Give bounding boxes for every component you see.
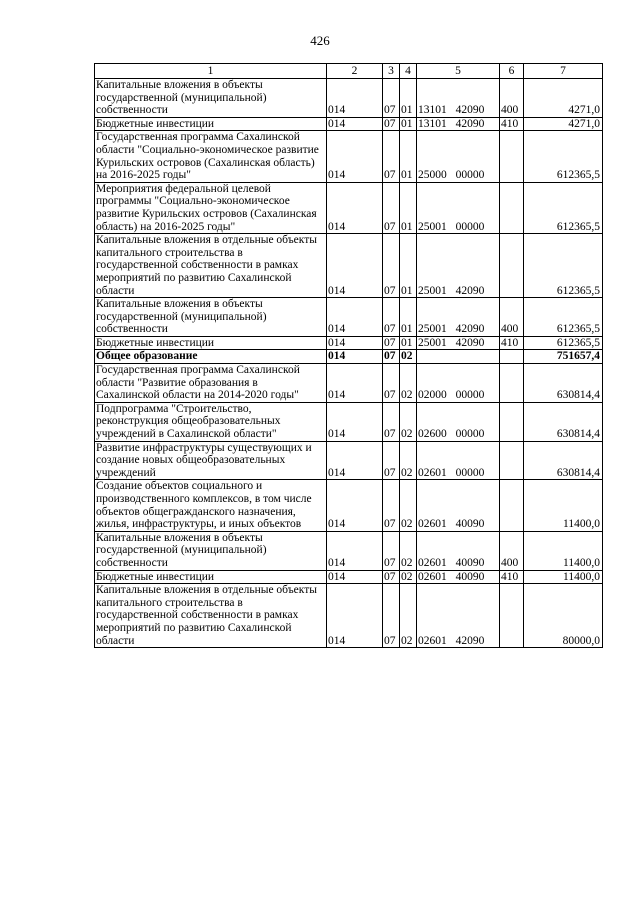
row-name-cell: Государственная программа Сахалинской области "Социально-экономическое развитие Курильских островов (Сахалинская область) на 2016-2025 годы" xyxy=(95,131,327,182)
row-expense-type-cell: 410 xyxy=(500,570,524,584)
row-target-article-cell: 25001 00000 xyxy=(417,182,500,233)
row-name-cell: Капитальные вложения в объекты государственной (муниципальной) собственности xyxy=(95,79,327,118)
row-subsection-cell: 01 xyxy=(400,336,417,350)
header-cell: 6 xyxy=(500,64,524,79)
row-target-article-cell: 02000 00000 xyxy=(417,364,500,403)
row-code-cell: 014 xyxy=(327,131,383,182)
row-amount-cell: 612365,5 xyxy=(524,182,603,233)
row-subsection-cell: 01 xyxy=(400,234,417,298)
row-target-article-cell xyxy=(417,350,500,364)
row-section-cell: 07 xyxy=(383,298,400,337)
row-name-cell: Государственная программа Сахалинской области "Развитие образования в Сахалинской области на 2014-2020 годы" xyxy=(95,364,327,403)
row-name-cell: Создание объектов социального и производственного комплексов, в том числе объектов общегражданского назначения, жилья, инфраструктуры, и иных объектов xyxy=(95,480,327,531)
row-code-cell: 014 xyxy=(327,336,383,350)
table-row xyxy=(95,480,603,531)
row-name-cell: Капитальные вложения в отдельные объекты капитального строительства в государственной собственности в рамках мероприятий по развитию Сахалинской области xyxy=(95,584,327,648)
row-target-article-cell: 02601 00000 xyxy=(417,441,500,480)
table-row xyxy=(95,131,603,182)
header-cell: 3 xyxy=(383,64,400,79)
table-row xyxy=(95,79,603,118)
row-section-cell: 07 xyxy=(383,336,400,350)
row-section-cell: 07 xyxy=(383,117,400,131)
row-target-article-cell: 25001 42090 xyxy=(417,234,500,298)
row-code-cell: 014 xyxy=(327,234,383,298)
row-target-article-cell: 02601 40090 xyxy=(417,531,500,570)
row-section-cell: 07 xyxy=(383,131,400,182)
row-expense-type-cell: 410 xyxy=(500,336,524,350)
header-cell: 5 xyxy=(417,64,500,79)
row-name-cell: Общее образование xyxy=(95,350,327,364)
row-subsection-cell: 01 xyxy=(400,182,417,233)
row-subsection-cell: 01 xyxy=(400,117,417,131)
row-target-article-cell: 02601 40090 xyxy=(417,480,500,531)
row-amount-cell: 11400,0 xyxy=(524,531,603,570)
row-target-article-cell: 25001 42090 xyxy=(417,336,500,350)
row-subsection-cell: 01 xyxy=(400,79,417,118)
row-subsection-cell: 02 xyxy=(400,480,417,531)
table-row xyxy=(95,441,603,480)
table-row xyxy=(95,584,603,648)
row-amount-cell: 11400,0 xyxy=(524,570,603,584)
table-row xyxy=(95,570,603,584)
row-section-cell: 07 xyxy=(383,182,400,233)
row-expense-type-cell xyxy=(500,182,524,233)
header-row xyxy=(95,64,603,79)
row-subsection-cell: 02 xyxy=(400,570,417,584)
table-body xyxy=(95,79,603,648)
row-section-cell: 07 xyxy=(383,480,400,531)
row-section-cell: 07 xyxy=(383,350,400,364)
row-target-article-cell: 02601 40090 xyxy=(417,570,500,584)
row-code-cell: 014 xyxy=(327,480,383,531)
header-cell: 7 xyxy=(524,64,603,79)
row-name-cell: Капитальные вложения в объекты государственной (муниципальной) собственности xyxy=(95,298,327,337)
row-expense-type-cell xyxy=(500,441,524,480)
row-code-cell: 014 xyxy=(327,350,383,364)
row-amount-cell: 612365,5 xyxy=(524,234,603,298)
row-expense-type-cell xyxy=(500,234,524,298)
row-code-cell: 014 xyxy=(327,402,383,441)
header-cell: 4 xyxy=(400,64,417,79)
table-row xyxy=(95,531,603,570)
table-row xyxy=(95,364,603,403)
row-amount-cell: 630814,4 xyxy=(524,441,603,480)
row-target-article-cell: 02601 42090 xyxy=(417,584,500,648)
row-name-cell: Подпрограмма "Строительство, реконструкция общеобразовательных учреждений в Сахалинской области" xyxy=(95,402,327,441)
row-subsection-cell: 02 xyxy=(400,531,417,570)
row-section-cell: 07 xyxy=(383,441,400,480)
table-row xyxy=(95,350,603,364)
row-expense-type-cell: 400 xyxy=(500,298,524,337)
row-name-cell: Бюджетные инвестиции xyxy=(95,336,327,350)
row-target-article-cell: 25000 00000 xyxy=(417,131,500,182)
row-name-cell: Капитальные вложения в отдельные объекты капитального строительства в государственной собственности в рамках мероприятий по развитию Сахалинской области xyxy=(95,234,327,298)
row-code-cell: 014 xyxy=(327,584,383,648)
table-row xyxy=(95,336,603,350)
row-target-article-cell: 13101 42090 xyxy=(417,79,500,118)
row-section-cell: 07 xyxy=(383,234,400,298)
row-amount-cell: 612365,5 xyxy=(524,336,603,350)
row-amount-cell: 4271,0 xyxy=(524,117,603,131)
row-name-cell: Бюджетные инвестиции xyxy=(95,117,327,131)
row-subsection-cell: 02 xyxy=(400,402,417,441)
row-code-cell: 014 xyxy=(327,570,383,584)
row-amount-cell: 751657,4 xyxy=(524,350,603,364)
table-row xyxy=(95,298,603,337)
row-subsection-cell: 02 xyxy=(400,441,417,480)
row-target-article-cell: 02600 00000 xyxy=(417,402,500,441)
table-row xyxy=(95,234,603,298)
row-section-cell: 07 xyxy=(383,402,400,441)
row-expense-type-cell xyxy=(500,584,524,648)
page-number: 426 xyxy=(310,33,330,48)
row-section-cell: 07 xyxy=(383,531,400,570)
row-code-cell: 014 xyxy=(327,441,383,480)
row-code-cell: 014 xyxy=(327,182,383,233)
row-expense-type-cell xyxy=(500,402,524,441)
row-target-article-cell: 13101 42090 xyxy=(417,117,500,131)
row-subsection-cell: 02 xyxy=(400,350,417,364)
row-expense-type-cell: 400 xyxy=(500,531,524,570)
row-expense-type-cell: 400 xyxy=(500,79,524,118)
row-amount-cell: 612365,5 xyxy=(524,131,603,182)
row-amount-cell: 612365,5 xyxy=(524,298,603,337)
row-name-cell: Бюджетные инвестиции xyxy=(95,570,327,584)
row-section-cell: 07 xyxy=(383,79,400,118)
row-expense-type-cell xyxy=(500,480,524,531)
row-name-cell: Капитальные вложения в объекты государственной (муниципальной) собственности xyxy=(95,531,327,570)
row-subsection-cell: 01 xyxy=(400,298,417,337)
row-code-cell: 014 xyxy=(327,531,383,570)
row-name-cell: Развитие инфраструктуры существующих и создание новых общеобразовательных учреждений xyxy=(95,441,327,480)
row-subsection-cell: 01 xyxy=(400,131,417,182)
table-row xyxy=(95,402,603,441)
row-section-cell: 07 xyxy=(383,364,400,403)
row-subsection-cell: 02 xyxy=(400,364,417,403)
row-code-cell: 014 xyxy=(327,79,383,118)
row-expense-type-cell xyxy=(500,350,524,364)
row-amount-cell: 630814,4 xyxy=(524,364,603,403)
row-amount-cell: 4271,0 xyxy=(524,79,603,118)
row-amount-cell: 11400,0 xyxy=(524,480,603,531)
table-row xyxy=(95,117,603,131)
row-subsection-cell: 02 xyxy=(400,584,417,648)
row-code-cell: 014 xyxy=(327,364,383,403)
row-name-cell: Мероприятия федеральной целевой программы "Социально-экономическое развитие Курильских островов (Сахалинская область) на 2016-2025 годы" xyxy=(95,182,327,233)
header-cell: 2 xyxy=(327,64,383,79)
row-expense-type-cell xyxy=(500,131,524,182)
row-code-cell: 014 xyxy=(327,117,383,131)
row-code-cell: 014 xyxy=(327,298,383,337)
budget-table xyxy=(94,63,603,648)
table-row xyxy=(95,182,603,233)
row-target-article-cell: 25001 42090 xyxy=(417,298,500,337)
row-expense-type-cell xyxy=(500,364,524,403)
row-section-cell: 07 xyxy=(383,570,400,584)
row-amount-cell: 630814,4 xyxy=(524,402,603,441)
row-section-cell: 07 xyxy=(383,584,400,648)
header-cell: 1 xyxy=(95,64,327,79)
row-amount-cell: 80000,0 xyxy=(524,584,603,648)
row-expense-type-cell: 410 xyxy=(500,117,524,131)
